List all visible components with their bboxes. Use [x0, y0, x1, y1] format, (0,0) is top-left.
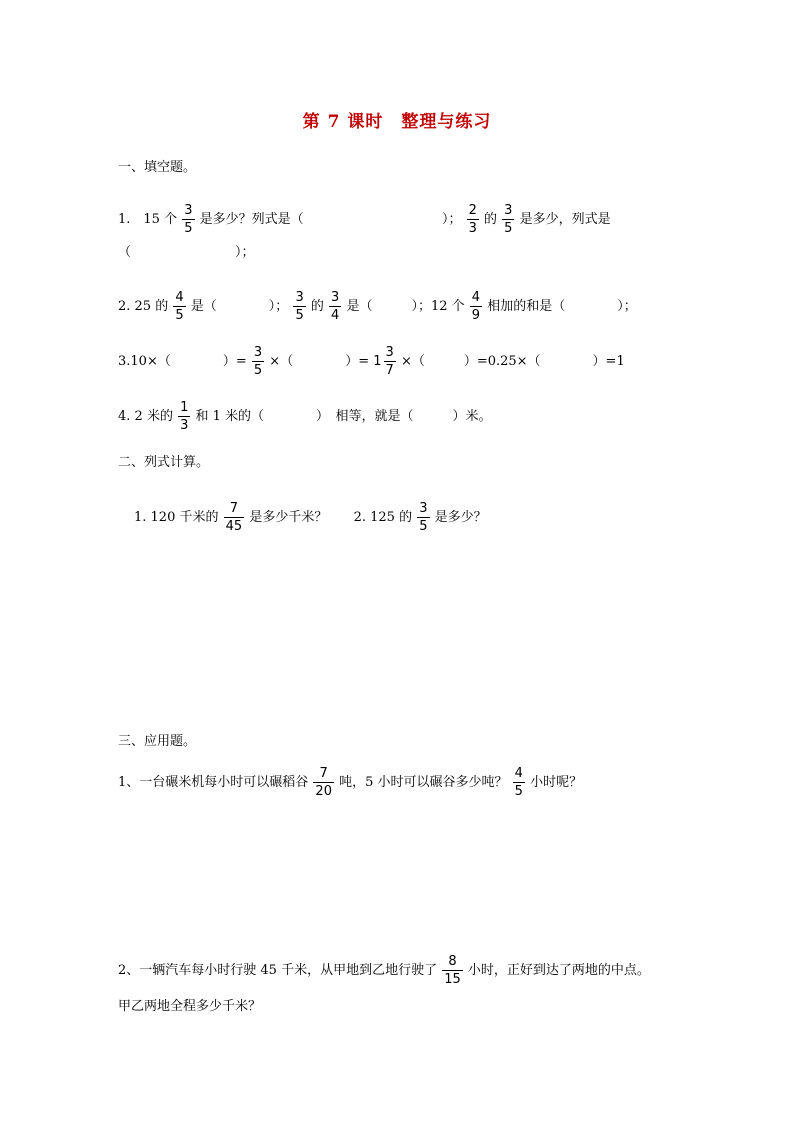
- s3-q1-text-c: 小时呢？: [530, 775, 583, 790]
- question-3-1: [118, 767, 582, 798]
- fraction: $\frac{2}{3}$: [468, 203, 477, 236]
- q2-text-a: 2. 25 的: [118, 299, 169, 314]
- question-1-1-continued: （ ）；: [118, 245, 255, 260]
- fraction: $\frac{3}{5}$: [295, 290, 304, 323]
- section-2-header: 二、列式计算。: [118, 455, 210, 470]
- question-3-2: [118, 955, 650, 986]
- q3-text-c: ×（ ）=0.25×（ ）=1: [400, 354, 625, 369]
- q4-text-b: 和 1 米的（ ） 相等，就是（ ）米。: [195, 409, 492, 424]
- s3-q1-text-a: 1、一台碾米机每小时可以碾稻谷: [118, 775, 309, 790]
- fraction: $\frac{3}{5}$: [253, 345, 263, 378]
- fraction: $\frac{3}{5}$: [504, 203, 513, 236]
- fraction: $\frac{4}{9}$: [471, 290, 481, 323]
- s2-q1-text-a: 1. 120 千米的: [134, 510, 219, 525]
- section-3-header: 三、应用题。: [118, 734, 197, 749]
- s3-q2-text-a: 2、一辆汽车每小时行驶 45 千米，从甲地到乙地行驶了: [118, 963, 438, 978]
- fraction: $\frac{7}{20}$: [315, 766, 332, 799]
- fraction: $\frac{3}{5}$: [419, 501, 428, 534]
- s2-q2-text-b: 是多少？: [434, 510, 487, 525]
- fraction: $\frac{4}{5}$: [514, 766, 523, 799]
- q3-text-a: 3.10×（ ）=: [118, 354, 247, 369]
- q2-text-e: 相加的和是（ ）；: [487, 299, 637, 314]
- fraction: $\frac{3}{4}$: [331, 290, 340, 323]
- q2-text-b: 是（ ）；: [190, 299, 289, 314]
- fraction: $\frac{4}{5}$: [175, 290, 184, 323]
- fraction: $\frac{3}{5}$: [184, 203, 193, 236]
- q4-text-a: 4. 2 米的: [118, 409, 173, 424]
- question-1-4: [118, 401, 492, 432]
- q1-text-b: 是多少？列式是（: [199, 212, 304, 227]
- question-1-1: [118, 204, 611, 235]
- question-3-2-continued: 甲乙两地全程多少千米？: [118, 999, 262, 1014]
- q2-text-d: 是（ ）；12 个: [346, 299, 465, 314]
- q1-text-c: ）；: [441, 212, 462, 227]
- q1-text-e: 是多少，列式是: [519, 212, 611, 227]
- fraction: $\frac{1}{3}$: [180, 400, 189, 433]
- s2-q2-text-a: 2. 125 的: [353, 510, 413, 525]
- q1-text-d: 的: [484, 212, 498, 227]
- question-1-2: [118, 291, 637, 322]
- mixed-number: 1 $\frac{3}{7}$: [373, 345, 394, 378]
- q3-text-b: ×（ ）=: [269, 354, 370, 369]
- q2-text-c: 的: [310, 299, 324, 314]
- q1-text-a: 1. 15 个: [118, 212, 178, 227]
- page-title: 第 7 课时 整理与练习: [302, 112, 492, 132]
- question-1-3: [118, 346, 625, 377]
- fraction: $\frac{7}{45}$: [225, 501, 243, 534]
- s3-q2-text-b: 小时，正好到达了两地的中点。: [467, 963, 650, 978]
- section-1-header: 一、填空题。: [118, 160, 197, 175]
- s3-q1-text-b: 吨，5 小时可以碾谷多少吨？: [339, 775, 508, 790]
- question-2-1: [134, 502, 487, 533]
- fraction: $\frac{8}{15}$: [444, 954, 461, 987]
- s2-q1-text-b: 是多少千米？: [249, 510, 328, 525]
